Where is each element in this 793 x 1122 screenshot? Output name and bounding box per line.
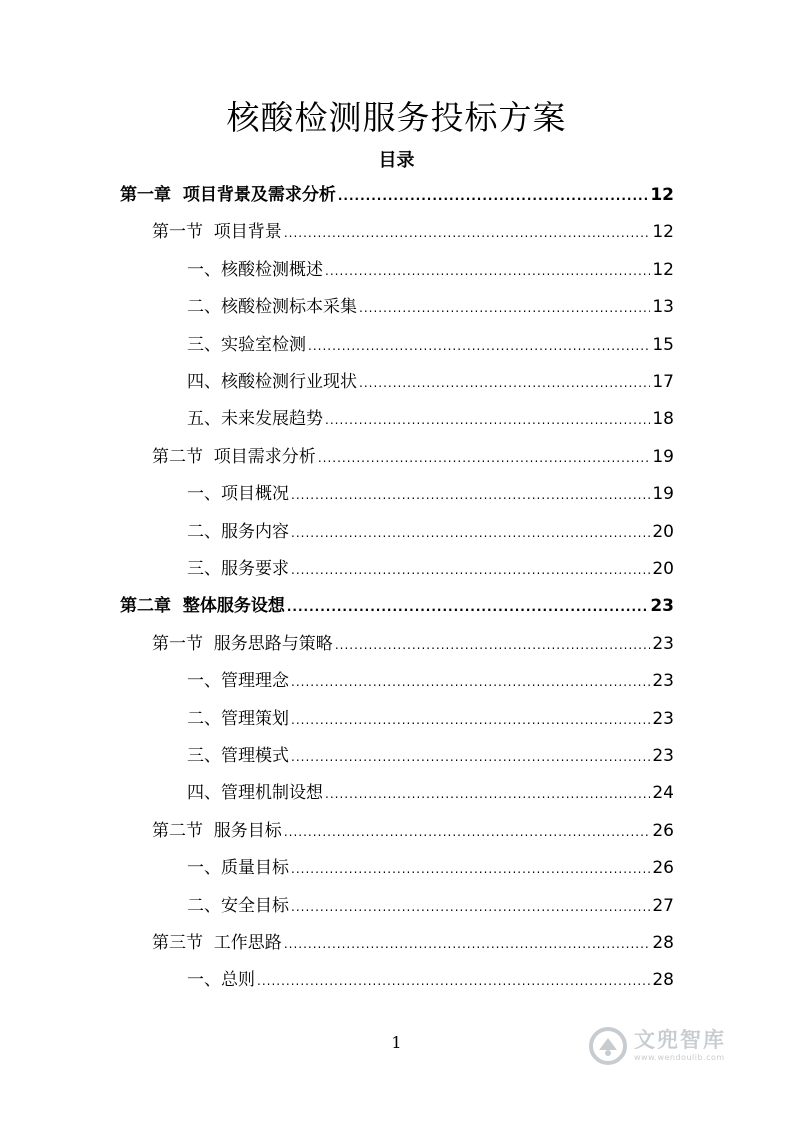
toc-leader-dots	[291, 520, 650, 546]
document-title: 核酸检测服务投标方案	[226, 98, 567, 137]
toc-leader-dots	[291, 669, 650, 695]
toc-entry-page: 28	[652, 933, 674, 953]
toc-entry[interactable]	[187, 855, 674, 881]
toc-entry-label: 一、核酸检测概述	[187, 259, 323, 280]
toc-entry[interactable]	[187, 556, 674, 582]
toc-entry[interactable]	[120, 593, 674, 619]
toc-entry[interactable]	[187, 668, 674, 694]
toc-entry-page: 12	[652, 259, 674, 280]
toc-entry[interactable]	[187, 893, 674, 919]
toc-leader-dots	[291, 482, 650, 508]
toc-leader-dots	[291, 744, 650, 770]
toc-entry[interactable]	[152, 631, 674, 657]
toc-leader-dots	[257, 968, 650, 994]
toc-entry[interactable]	[187, 294, 674, 320]
toc-entry-label: 一、总则	[187, 970, 255, 991]
toc-entry-page: 19	[652, 484, 674, 505]
watermark-name: 文兜智库	[634, 1028, 726, 1052]
toc-entry-label: 第二章 整体服务设想	[120, 596, 285, 617]
toc-entry-page: 20	[652, 521, 674, 542]
toc-entry-label: 一、管理理念	[187, 671, 289, 692]
toc-entry-label: 一、质量目标	[187, 858, 289, 879]
toc-entry[interactable]	[187, 780, 674, 806]
toc-entry-label: 第一章 项目背景及需求分析	[120, 185, 336, 205]
toc-entry[interactable]	[120, 182, 674, 208]
toc-entry[interactable]	[187, 743, 674, 769]
toc-entry-label: 一、项目概况	[187, 484, 289, 505]
toc-entry[interactable]	[187, 257, 674, 283]
toc-entry-page: 23	[652, 671, 674, 692]
toc-leader-dots	[318, 445, 651, 471]
toc-entry-page: 27	[652, 895, 674, 916]
toc-entry-label: 二、核酸检测标本采集	[187, 297, 357, 318]
toc-entry-label: 三、服务要求	[187, 559, 289, 579]
toc-entry-page: 15	[652, 334, 674, 355]
toc-entry-page: 24	[652, 783, 674, 804]
toc-entry[interactable]	[187, 519, 674, 545]
toc-leader-dots	[359, 370, 650, 396]
toc-leader-dots	[308, 333, 650, 359]
toc-entry-page: 20	[652, 559, 674, 579]
toc-leader-dots	[291, 894, 650, 920]
toc-entry-label: 三、管理模式	[187, 746, 289, 766]
toc-entry[interactable]	[187, 406, 674, 432]
toc-entry-page: 23	[650, 596, 674, 617]
toc-entry-page: 23	[652, 746, 674, 766]
toc-entry-label: 第二节 项目需求分析	[152, 446, 316, 467]
toc-entry-label: 五、未来发展趋势	[187, 409, 323, 430]
toc-entry-page: 23	[652, 708, 674, 729]
toc-leader-dots	[284, 819, 651, 845]
wendou-logo-icon	[588, 1026, 628, 1066]
toc-entry-label: 第三节 工作思路	[152, 933, 282, 953]
toc-entry-label: 二、安全目标	[187, 895, 289, 916]
toc-leader-dots	[291, 856, 650, 882]
toc-entry-label: 二、服务内容	[187, 521, 289, 542]
toc-entry-page: 23	[652, 633, 674, 654]
toc-leader-dots	[287, 594, 648, 620]
toc-entry-page: 26	[652, 820, 674, 841]
toc-entry-page: 17	[652, 372, 674, 392]
toc-entry[interactable]	[152, 930, 674, 956]
toc-entry-label: 三、实验室检测	[187, 334, 306, 355]
toc-entry[interactable]	[152, 818, 674, 844]
toc-entry-label: 二、管理策划	[187, 708, 289, 729]
toc-entry-label: 四、管理机制设想	[187, 783, 323, 804]
toc-heading: 目录	[378, 150, 415, 171]
toc-entry[interactable]	[187, 706, 674, 732]
toc-entry[interactable]	[152, 219, 674, 245]
watermark	[588, 1020, 758, 1072]
toc-leader-dots	[325, 781, 650, 807]
toc-leader-dots	[284, 931, 651, 957]
toc-entry[interactable]	[152, 444, 674, 470]
toc-entry[interactable]	[187, 967, 674, 993]
page-number: 1	[391, 1033, 402, 1052]
toc-leader-dots	[338, 183, 648, 209]
toc-entry[interactable]	[187, 481, 674, 507]
toc-leader-dots	[359, 295, 650, 321]
toc-entry-label: 第二节 服务目标	[152, 820, 282, 841]
toc-entry-page: 18	[652, 409, 674, 430]
toc-entry-page: 28	[652, 970, 674, 991]
toc-entry-page: 12	[650, 185, 674, 205]
toc-leader-dots	[284, 220, 651, 246]
toc-entry-page: 12	[652, 222, 674, 243]
toc-entry-label: 第一节 项目背景	[152, 222, 282, 243]
toc-entry[interactable]	[187, 332, 674, 358]
toc-entry-page: 26	[652, 858, 674, 879]
toc-leader-dots	[291, 707, 650, 733]
toc-entry-page: 13	[652, 297, 674, 318]
toc-leader-dots	[325, 407, 650, 433]
toc-leader-dots	[325, 258, 650, 284]
toc-entry-label: 第一节 服务思路与策略	[152, 633, 333, 654]
toc-entry-page: 19	[652, 446, 674, 467]
toc-leader-dots	[335, 632, 651, 658]
toc-leader-dots	[291, 557, 650, 583]
toc-entry[interactable]	[187, 369, 674, 395]
watermark-url: www.wendoulib.com	[634, 1053, 725, 1062]
toc-entry-label: 四、核酸检测行业现状	[187, 372, 357, 392]
